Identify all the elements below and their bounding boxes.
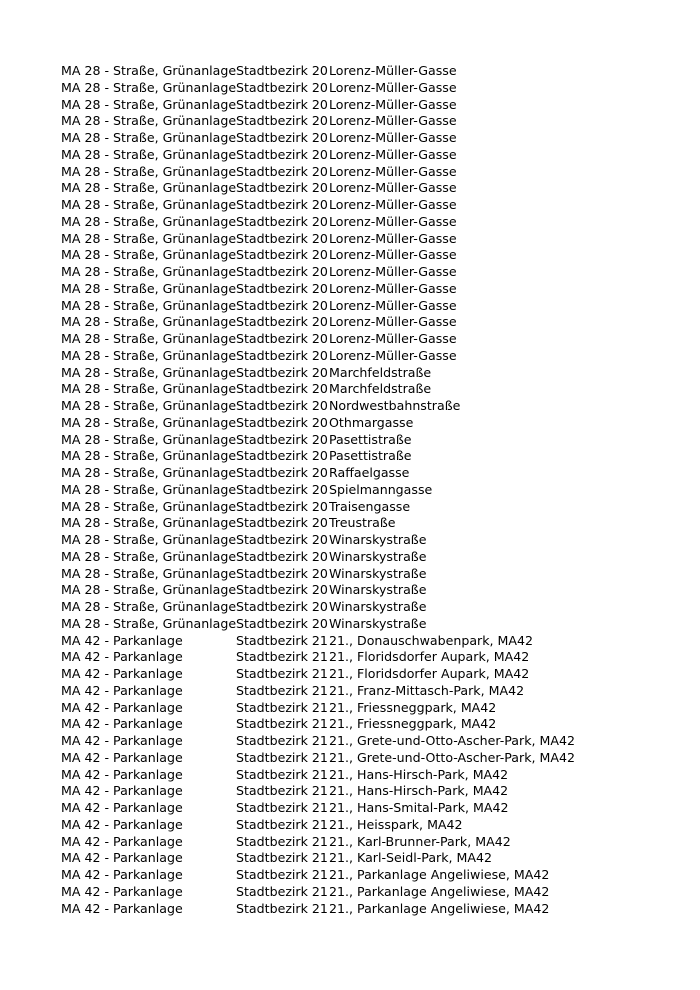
table-row — [61, 97, 681, 114]
department-cell: MA 28 - Straße, Grünanlage — [61, 515, 236, 531]
table-row — [61, 800, 681, 817]
table-row — [61, 381, 681, 398]
district-cell: Stadtbezirk 21 — [236, 850, 328, 866]
location-cell: 21., Karl-Brunner-Park, MA42 — [329, 833, 511, 849]
department-cell: MA 28 - Straße, Grünanlage — [61, 130, 236, 145]
table-row — [61, 599, 681, 616]
location-cell: 21., Parkanlage Angeliwiese, MA42 — [329, 867, 550, 882]
department-cell: MA 42 - Parkanlage — [61, 632, 183, 648]
district-cell: Stadtbezirk 20 — [236, 364, 328, 380]
department-cell: MA 28 - Straße, Grünanlage — [61, 498, 236, 514]
location-cell: Lorenz-Müller-Gasse — [329, 146, 457, 162]
table-row — [61, 666, 681, 683]
district-cell: Stadtbezirk 20 — [236, 548, 328, 564]
department-cell: MA 42 - Parkanlage — [61, 850, 183, 866]
district-cell: Stadtbezirk 21 — [236, 666, 328, 681]
table-row — [61, 716, 681, 733]
district-cell: Stadtbezirk 20 — [236, 180, 328, 196]
department-cell: MA 28 - Straße, Grünanlage — [61, 314, 236, 330]
table-row — [61, 448, 681, 465]
district-cell: Stadtbezirk 20 — [236, 599, 328, 614]
table-row — [61, 348, 681, 365]
district-cell: Stadtbezirk 21 — [236, 716, 328, 732]
department-cell: MA 28 - Straße, Grünanlage — [61, 96, 236, 112]
district-cell: Stadtbezirk 20 — [236, 264, 328, 279]
department-cell: MA 28 - Straße, Grünanlage — [61, 213, 236, 229]
table-row — [61, 633, 681, 650]
department-cell: MA 28 - Straße, Grünanlage — [61, 431, 236, 447]
district-cell: Stadtbezirk 20 — [236, 280, 328, 296]
department-cell: MA 42 - Parkanlage — [61, 867, 183, 882]
table-row — [61, 499, 681, 516]
location-cell: Lorenz-Müller-Gasse — [329, 347, 457, 363]
district-cell: Stadtbezirk 21 — [236, 900, 328, 916]
district-cell: Stadtbezirk 21 — [236, 649, 328, 665]
location-cell: 21., Grete-und-Otto-Ascher-Park, MA42 — [329, 749, 575, 765]
location-cell: Marchfeldstraße — [329, 364, 432, 380]
department-cell: MA 42 - Parkanlage — [61, 699, 183, 715]
table-row — [61, 365, 681, 382]
location-cell: Lorenz-Müller-Gasse — [329, 314, 457, 330]
location-cell: 21., Karl-Seidl-Park, MA42 — [329, 850, 493, 866]
district-cell: Stadtbezirk 20 — [236, 130, 328, 145]
location-cell: Winarskystraße — [329, 565, 427, 581]
location-cell: Pasettistraße — [329, 448, 412, 464]
district-cell: Stadtbezirk 20 — [236, 146, 328, 162]
department-cell: MA 42 - Parkanlage — [61, 716, 183, 732]
department-cell: MA 28 - Straße, Grünanlage — [61, 197, 236, 212]
table-row — [61, 180, 681, 197]
table-row — [61, 331, 681, 348]
location-cell: Winarskystraße — [329, 532, 427, 547]
department-cell: MA 28 - Straße, Grünanlage — [61, 615, 236, 631]
district-cell: Stadtbezirk 20 — [236, 63, 328, 78]
location-cell: Lorenz-Müller-Gasse — [329, 264, 457, 279]
location-cell: Winarskystraße — [329, 548, 427, 564]
department-cell: MA 28 - Straße, Grünanlage — [61, 448, 236, 464]
location-cell: Lorenz-Müller-Gasse — [329, 297, 457, 313]
location-cell: Raffaelgasse — [329, 465, 410, 480]
location-cell: Winarskystraße — [329, 599, 427, 614]
table-row — [61, 549, 681, 566]
department-cell: MA 28 - Straße, Grünanlage — [61, 79, 236, 95]
department-cell: MA 28 - Straße, Grünanlage — [61, 63, 236, 78]
department-cell: MA 42 - Parkanlage — [61, 733, 183, 748]
district-cell: Stadtbezirk 20 — [236, 297, 328, 313]
department-cell: MA 42 - Parkanlage — [61, 766, 183, 782]
location-table — [61, 63, 681, 917]
location-cell: Lorenz-Müller-Gasse — [329, 213, 457, 229]
table-row — [61, 867, 681, 884]
location-cell: Pasettistraße — [329, 431, 412, 447]
district-cell: Stadtbezirk 20 — [236, 414, 328, 430]
department-cell: MA 28 - Straße, Grünanlage — [61, 180, 236, 196]
table-row — [61, 482, 681, 499]
department-cell: MA 28 - Straße, Grünanlage — [61, 247, 236, 263]
location-cell: 21., Donauschwabenpark, MA42 — [329, 632, 534, 648]
table-row — [61, 197, 681, 214]
location-cell: Lorenz-Müller-Gasse — [329, 280, 457, 296]
department-cell: MA 28 - Straße, Grünanlage — [61, 230, 236, 246]
department-cell: MA 28 - Straße, Grünanlage — [61, 347, 236, 363]
location-cell: Lorenz-Müller-Gasse — [329, 63, 457, 78]
location-cell: Lorenz-Müller-Gasse — [329, 247, 457, 263]
department-cell: MA 28 - Straße, Grünanlage — [61, 113, 236, 129]
table-row — [61, 884, 681, 901]
department-cell: MA 28 - Straße, Grünanlage — [61, 414, 236, 430]
department-cell: MA 42 - Parkanlage — [61, 883, 183, 899]
district-cell: Stadtbezirk 21 — [236, 749, 328, 765]
table-row — [61, 164, 681, 181]
table-row — [61, 515, 681, 532]
location-cell: Lorenz-Müller-Gasse — [329, 130, 457, 145]
district-cell: Stadtbezirk 20 — [236, 213, 328, 229]
district-cell: Stadtbezirk 21 — [236, 783, 328, 799]
district-cell: Stadtbezirk 21 — [236, 699, 328, 715]
table-row — [61, 465, 681, 482]
location-cell: 21., Grete-und-Otto-Ascher-Park, MA42 — [329, 733, 575, 748]
table-row — [61, 398, 681, 415]
department-cell: MA 28 - Straße, Grünanlage — [61, 465, 236, 480]
table-row — [61, 834, 681, 851]
table-row — [61, 113, 681, 130]
table-row — [61, 281, 681, 298]
district-cell: Stadtbezirk 20 — [236, 582, 328, 598]
location-cell: Lorenz-Müller-Gasse — [329, 96, 457, 112]
district-cell: Stadtbezirk 20 — [236, 398, 328, 413]
district-cell: Stadtbezirk 20 — [236, 197, 328, 212]
department-cell: MA 28 - Straße, Grünanlage — [61, 146, 236, 162]
table-row — [61, 298, 681, 315]
department-cell: MA 28 - Straße, Grünanlage — [61, 398, 236, 413]
district-cell: Stadtbezirk 20 — [236, 314, 328, 330]
table-row — [61, 432, 681, 449]
location-cell: Treustraße — [329, 515, 396, 531]
table-row — [61, 582, 681, 599]
location-cell: 21., Friessneggpark, MA42 — [329, 699, 497, 715]
department-cell: MA 42 - Parkanlage — [61, 900, 183, 916]
district-cell: Stadtbezirk 20 — [236, 381, 328, 397]
department-cell: MA 28 - Straße, Grünanlage — [61, 548, 236, 564]
location-cell: Lorenz-Müller-Gasse — [329, 230, 457, 246]
table-row — [61, 733, 681, 750]
location-cell: 21., Floridsdorfer Aupark, MA42 — [329, 649, 530, 665]
table-row — [61, 314, 681, 331]
department-cell: MA 42 - Parkanlage — [61, 800, 183, 815]
department-cell: MA 42 - Parkanlage — [61, 649, 183, 665]
department-cell: MA 28 - Straße, Grünanlage — [61, 599, 236, 614]
table-row — [61, 616, 681, 633]
district-cell: Stadtbezirk 21 — [236, 800, 328, 815]
district-cell: Stadtbezirk 21 — [236, 632, 328, 648]
table-row — [61, 231, 681, 248]
table-row — [61, 532, 681, 549]
district-cell: Stadtbezirk 20 — [236, 431, 328, 447]
department-cell: MA 42 - Parkanlage — [61, 749, 183, 765]
district-cell: Stadtbezirk 20 — [236, 515, 328, 531]
district-cell: Stadtbezirk 21 — [236, 733, 328, 748]
district-cell: Stadtbezirk 20 — [236, 247, 328, 263]
department-cell: MA 28 - Straße, Grünanlage — [61, 264, 236, 279]
district-cell: Stadtbezirk 21 — [236, 833, 328, 849]
department-cell: MA 28 - Straße, Grünanlage — [61, 364, 236, 380]
district-cell: Stadtbezirk 20 — [236, 79, 328, 95]
location-cell: 21., Hans-Hirsch-Park, MA42 — [329, 783, 509, 799]
district-cell: Stadtbezirk 20 — [236, 465, 328, 480]
location-cell: Lorenz-Müller-Gasse — [329, 180, 457, 196]
location-cell: Lorenz-Müller-Gasse — [329, 331, 457, 346]
location-cell: Lorenz-Müller-Gasse — [329, 163, 457, 179]
district-cell: Stadtbezirk 20 — [236, 532, 328, 547]
table-row — [61, 750, 681, 767]
location-cell: Lorenz-Müller-Gasse — [329, 197, 457, 212]
department-cell: MA 28 - Straße, Grünanlage — [61, 331, 236, 346]
district-cell: Stadtbezirk 20 — [236, 347, 328, 363]
table-row — [61, 850, 681, 867]
district-cell: Stadtbezirk 21 — [236, 816, 328, 832]
district-cell: Stadtbezirk 21 — [236, 682, 328, 698]
district-cell: Stadtbezirk 21 — [236, 883, 328, 899]
department-cell: MA 28 - Straße, Grünanlage — [61, 381, 236, 397]
table-row — [61, 130, 681, 147]
location-cell: 21., Friessneggpark, MA42 — [329, 716, 497, 732]
table-row — [61, 80, 681, 97]
table-row — [61, 566, 681, 583]
table-row — [61, 783, 681, 800]
location-cell: Lorenz-Müller-Gasse — [329, 79, 457, 95]
district-cell: Stadtbezirk 20 — [236, 615, 328, 631]
department-cell: MA 42 - Parkanlage — [61, 783, 183, 799]
location-cell: 21., Floridsdorfer Aupark, MA42 — [329, 666, 530, 681]
district-cell: Stadtbezirk 21 — [236, 867, 328, 882]
district-cell: Stadtbezirk 20 — [236, 163, 328, 179]
location-cell: 21., Heisspark, MA42 — [329, 816, 463, 832]
table-row — [61, 147, 681, 164]
department-cell: MA 28 - Straße, Grünanlage — [61, 582, 236, 598]
location-cell: 21., Hans-Smital-Park, MA42 — [329, 800, 509, 815]
table-row — [61, 63, 681, 80]
district-cell: Stadtbezirk 20 — [236, 230, 328, 246]
district-cell: Stadtbezirk 20 — [236, 448, 328, 464]
location-cell: Traisengasse — [329, 498, 411, 514]
department-cell: MA 28 - Straße, Grünanlage — [61, 297, 236, 313]
table-row — [61, 214, 681, 231]
location-cell: Spielmanngasse — [329, 481, 433, 497]
location-cell: 21., Hans-Hirsch-Park, MA42 — [329, 766, 509, 782]
department-cell: MA 42 - Parkanlage — [61, 833, 183, 849]
location-cell: 21., Parkanlage Angeliwiese, MA42 — [329, 900, 550, 916]
location-cell: Winarskystraße — [329, 615, 427, 631]
department-cell: MA 28 - Straße, Grünanlage — [61, 565, 236, 581]
district-cell: Stadtbezirk 20 — [236, 565, 328, 581]
department-cell: MA 28 - Straße, Grünanlage — [61, 532, 236, 547]
district-cell: Stadtbezirk 20 — [236, 96, 328, 112]
location-cell: Winarskystraße — [329, 582, 427, 598]
department-cell: MA 28 - Straße, Grünanlage — [61, 280, 236, 296]
table-row — [61, 901, 681, 918]
district-cell: Stadtbezirk 20 — [236, 498, 328, 514]
table-row — [61, 817, 681, 834]
location-cell: Marchfeldstraße — [329, 381, 432, 397]
department-cell: MA 42 - Parkanlage — [61, 666, 183, 681]
department-cell: MA 28 - Straße, Grünanlage — [61, 481, 236, 497]
table-row — [61, 264, 681, 281]
table-row — [61, 683, 681, 700]
table-row — [61, 247, 681, 264]
table-row — [61, 415, 681, 432]
location-cell: Nordwestbahnstraße — [329, 398, 461, 413]
department-cell: MA 42 - Parkanlage — [61, 816, 183, 832]
table-row — [61, 649, 681, 666]
department-cell: MA 42 - Parkanlage — [61, 682, 183, 698]
district-cell: Stadtbezirk 21 — [236, 766, 328, 782]
district-cell: Stadtbezirk 20 — [236, 481, 328, 497]
district-cell: Stadtbezirk 20 — [236, 331, 328, 346]
location-cell: Lorenz-Müller-Gasse — [329, 113, 457, 129]
district-cell: Stadtbezirk 20 — [236, 113, 328, 129]
location-cell: 21., Parkanlage Angeliwiese, MA42 — [329, 883, 550, 899]
table-row — [61, 767, 681, 784]
department-cell: MA 28 - Straße, Grünanlage — [61, 163, 236, 179]
location-cell: 21., Franz-Mittasch-Park, MA42 — [329, 682, 525, 698]
location-cell: Othmargasse — [329, 414, 414, 430]
table-row — [61, 700, 681, 717]
